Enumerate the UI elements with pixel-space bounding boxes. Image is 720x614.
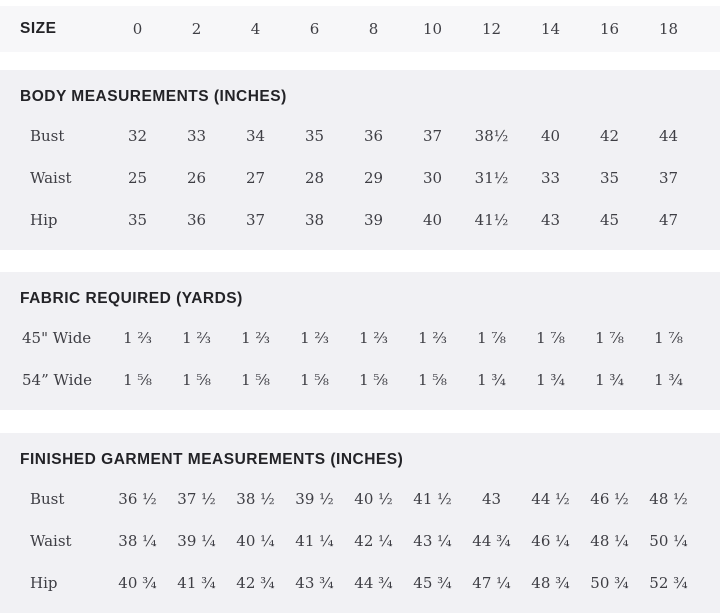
table-row-bust bbox=[0, 478, 720, 520]
size-value: 6 bbox=[309, 20, 320, 38]
measurement-value: 43 ¼ bbox=[413, 532, 452, 550]
measurement-value: 33 bbox=[540, 169, 561, 187]
size-header-row bbox=[0, 6, 720, 52]
table-row-hip bbox=[0, 199, 720, 241]
yardage-value: 1 ¾ bbox=[654, 371, 683, 389]
measurement-value: 39 ½ bbox=[295, 490, 334, 508]
measurement-value: 37 bbox=[658, 169, 679, 187]
row-label: Waist bbox=[30, 169, 72, 187]
section-title-row bbox=[0, 281, 720, 317]
measurement-value: 43 bbox=[540, 211, 561, 229]
measurement-value: 36 bbox=[186, 211, 207, 229]
measurement-value: 42 ¾ bbox=[236, 574, 275, 592]
measurement-value: 37 bbox=[422, 127, 443, 145]
size-label: SIZE bbox=[20, 20, 57, 37]
table-row-45-wide bbox=[0, 317, 720, 359]
measurement-value: 44 ½ bbox=[531, 490, 570, 508]
measurement-value: 41 ¼ bbox=[295, 532, 334, 550]
yardage-value: 1 ⅝ bbox=[182, 371, 211, 389]
measurement-value: 50 ¾ bbox=[590, 574, 629, 592]
size-value: 14 bbox=[540, 20, 561, 38]
measurement-value: 31½ bbox=[474, 169, 509, 187]
size-value: 18 bbox=[658, 20, 679, 38]
measurement-value: 40 bbox=[422, 211, 443, 229]
size-value: 12 bbox=[481, 20, 502, 38]
measurement-value: 25 bbox=[127, 169, 148, 187]
measurement-value: 37 ½ bbox=[177, 490, 216, 508]
measurement-value: 43 ¾ bbox=[295, 574, 334, 592]
measurement-value: 36 bbox=[363, 127, 384, 145]
yardage-value: 1 ¾ bbox=[536, 371, 565, 389]
measurement-value: 41½ bbox=[474, 211, 509, 229]
measurement-value: 38 ¼ bbox=[118, 532, 157, 550]
table-row-bust bbox=[0, 115, 720, 157]
table-row-waist bbox=[0, 520, 720, 562]
measurement-value: 35 bbox=[127, 211, 148, 229]
row-label: Hip bbox=[30, 574, 58, 592]
yardage-value: 1 ¾ bbox=[595, 371, 624, 389]
measurement-value: 50 ¼ bbox=[649, 532, 688, 550]
yardage-value: 1 ⅝ bbox=[418, 371, 447, 389]
measurement-value: 35 bbox=[304, 127, 325, 145]
measurement-value: 47 bbox=[658, 211, 679, 229]
measurement-value: 35 bbox=[599, 169, 620, 187]
measurement-value: 42 bbox=[599, 127, 620, 145]
section-title: BODY MEASUREMENTS (INCHES) bbox=[20, 88, 287, 105]
section-title-row bbox=[0, 442, 720, 478]
table-row-hip bbox=[0, 562, 720, 604]
measurement-value: 46 ½ bbox=[590, 490, 629, 508]
measurement-value: 36 ½ bbox=[118, 490, 157, 508]
measurement-value: 52 ¾ bbox=[649, 574, 688, 592]
measurement-value: 40 bbox=[540, 127, 561, 145]
measurement-value: 28 bbox=[304, 169, 325, 187]
section-fabric-required bbox=[0, 272, 720, 410]
table-row-waist bbox=[0, 157, 720, 199]
measurement-value: 41 ¾ bbox=[177, 574, 216, 592]
size-header-section bbox=[0, 6, 720, 52]
measurement-value: 47 ¼ bbox=[472, 574, 511, 592]
measurement-value: 38 bbox=[304, 211, 325, 229]
yardage-value: 1 ⅔ bbox=[359, 329, 388, 347]
yardage-value: 1 ⅔ bbox=[241, 329, 270, 347]
measurement-value: 30 bbox=[422, 169, 443, 187]
measurement-value: 33 bbox=[186, 127, 207, 145]
measurement-value: 45 bbox=[599, 211, 620, 229]
section-title: FINISHED GARMENT MEASUREMENTS (INCHES) bbox=[20, 451, 404, 468]
yardage-value: 1 ⅞ bbox=[477, 329, 506, 347]
measurement-value: 26 bbox=[186, 169, 207, 187]
size-value: 16 bbox=[599, 20, 620, 38]
section-finished-garment bbox=[0, 433, 720, 613]
section-title-row bbox=[0, 79, 720, 115]
yardage-value: 1 ⅝ bbox=[123, 371, 152, 389]
yardage-value: 1 ⅔ bbox=[182, 329, 211, 347]
measurement-value: 37 bbox=[245, 211, 266, 229]
measurement-value: 44 bbox=[658, 127, 679, 145]
yardage-value: 1 ⅞ bbox=[536, 329, 565, 347]
measurement-value: 44 ¾ bbox=[354, 574, 393, 592]
section-title: FABRIC REQUIRED (YARDS) bbox=[20, 290, 243, 307]
row-label: Bust bbox=[30, 490, 65, 508]
row-label: Bust bbox=[30, 127, 65, 145]
measurement-value: 44 ¾ bbox=[472, 532, 511, 550]
row-label: 45" Wide bbox=[22, 329, 92, 347]
size-value: 4 bbox=[250, 20, 261, 38]
measurement-value: 34 bbox=[245, 127, 266, 145]
measurement-value: 43 bbox=[481, 490, 502, 508]
size-value: 0 bbox=[132, 20, 143, 38]
section-body-measurements bbox=[0, 70, 720, 250]
measurement-value: 29 bbox=[363, 169, 384, 187]
measurement-value: 32 bbox=[127, 127, 148, 145]
measurement-value: 40 ½ bbox=[354, 490, 393, 508]
measurement-value: 39 ¼ bbox=[177, 532, 216, 550]
measurement-value: 48 ½ bbox=[649, 490, 688, 508]
row-label: 54” Wide bbox=[22, 371, 92, 389]
yardage-value: 1 ⅔ bbox=[123, 329, 152, 347]
row-label: Hip bbox=[30, 211, 58, 229]
measurement-value: 38 ½ bbox=[236, 490, 275, 508]
measurement-value: 27 bbox=[245, 169, 266, 187]
measurement-value: 40 ¼ bbox=[236, 532, 275, 550]
size-chart bbox=[0, 6, 720, 613]
yardage-value: 1 ⅝ bbox=[241, 371, 270, 389]
measurement-value: 42 ¼ bbox=[354, 532, 393, 550]
measurement-value: 38½ bbox=[474, 127, 509, 145]
measurement-value: 45 ¾ bbox=[413, 574, 452, 592]
measurement-value: 46 ¼ bbox=[531, 532, 570, 550]
size-value: 8 bbox=[368, 20, 379, 38]
size-value: 2 bbox=[191, 20, 202, 38]
measurement-value: 48 ¾ bbox=[531, 574, 570, 592]
yardage-value: 1 ⅞ bbox=[654, 329, 683, 347]
yardage-value: 1 ⅝ bbox=[359, 371, 388, 389]
table-row-54-wide bbox=[0, 359, 720, 401]
yardage-value: 1 ⅝ bbox=[300, 371, 329, 389]
yardage-value: 1 ¾ bbox=[477, 371, 506, 389]
size-value: 10 bbox=[422, 20, 443, 38]
yardage-value: 1 ⅔ bbox=[300, 329, 329, 347]
measurement-value: 41 ½ bbox=[413, 490, 452, 508]
yardage-value: 1 ⅔ bbox=[418, 329, 447, 347]
measurement-value: 48 ¼ bbox=[590, 532, 629, 550]
yardage-value: 1 ⅞ bbox=[595, 329, 624, 347]
measurement-value: 39 bbox=[363, 211, 384, 229]
measurement-value: 40 ¾ bbox=[118, 574, 157, 592]
row-label: Waist bbox=[30, 532, 72, 550]
